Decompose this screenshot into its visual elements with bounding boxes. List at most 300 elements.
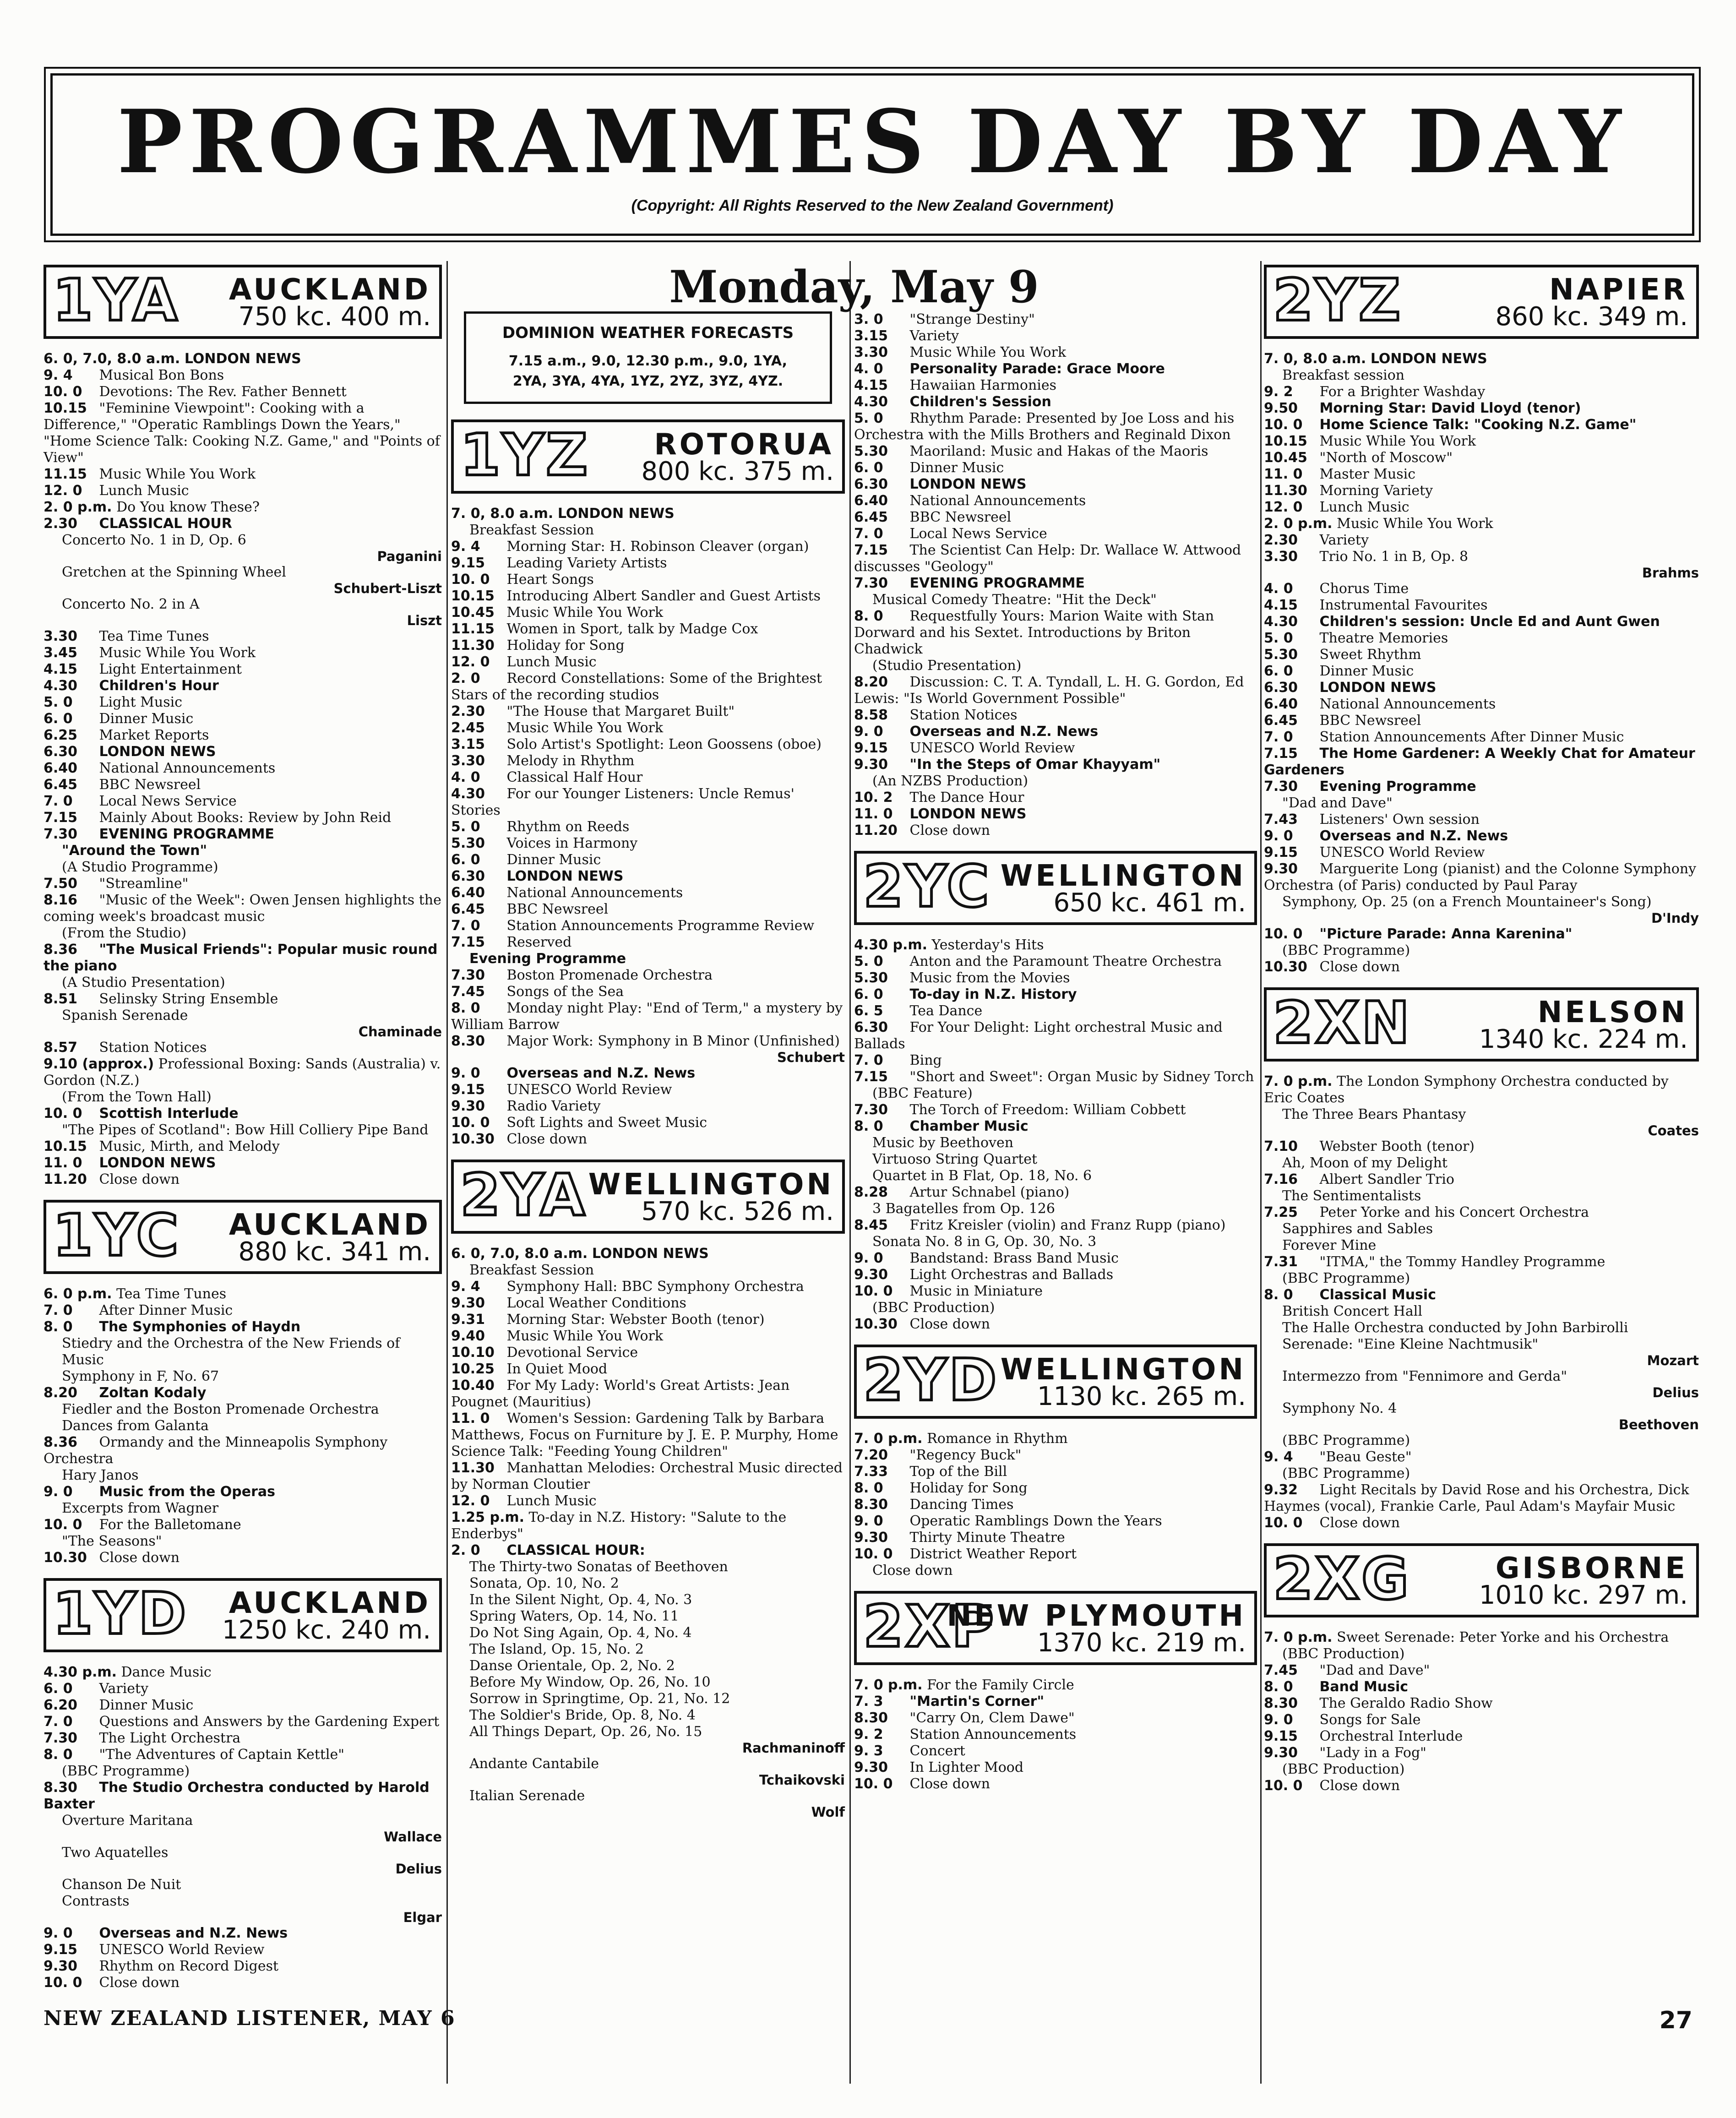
programme-title: Music While You Work [1319,433,1476,449]
programme-time: 2. 0 p.m. [1264,516,1333,532]
programme-time: 6.40 [1264,696,1298,712]
programme-entry [854,937,1257,953]
programme-title: (BBC Production) [1282,1646,1405,1662]
programme-entry [451,637,845,654]
programme-title: Symphony in F, No. 67 [62,1368,219,1384]
programme-time: 10. 0 [44,1105,82,1122]
programme-entry [1264,942,1699,959]
programme-entry [451,1707,845,1724]
programme-title: Questions and Answers by the Gardening Expert [99,1714,440,1730]
programme-title: UNESCO World Review [506,1082,672,1098]
programme-title: Trio No. 1 in B, Op. 8 [1319,549,1469,565]
programme-entry [451,1033,845,1050]
programme-entry [1264,1254,1699,1270]
composer-name: Chaminade [358,1024,442,1040]
programme-title: Spanish Serenade [62,1007,188,1024]
programme-entry [451,1115,845,1131]
programme-entry [451,1246,845,1262]
programme-time: 7. 0 [854,526,883,542]
programme-entry [1264,1336,1699,1353]
programme-title: (BBC Programme) [1282,1432,1410,1448]
programme-title: Sweet Serenade: Peter Yorke and his Orchestra [1337,1629,1669,1645]
programme-time: 5.30 [854,443,888,459]
composer-name: Mozart [1647,1353,1699,1368]
programme-entry [44,384,442,400]
station-call-sign: 2YZ [1273,267,1403,334]
station-city: NELSON [1537,996,1688,1029]
programme-time: 3.30 [1264,549,1298,565]
programme-time: 6. 0 [451,852,480,868]
programme-entry [44,1893,442,1910]
programme-time: 4.15 [854,377,888,393]
programme-time: 3.15 [451,736,485,752]
programme-entry [44,1697,442,1714]
programme-entry [854,1546,1257,1563]
programme-title: The Geraldo Radio Show [1319,1695,1493,1711]
programme-title: Holiday for Song [506,637,625,653]
programme-entry [854,1431,1257,1447]
programme-entry [451,621,845,637]
programme-time: 10. 0 [44,1517,82,1533]
programme-title: Station Notices [909,707,1018,723]
station-call-sign: 1YC [53,1202,180,1269]
station-frequency: 880 kc. 341 m. [238,1237,431,1267]
programme-title: Close down [909,1316,990,1332]
programme-title: "Regency Buck" [909,1447,1022,1463]
programme-entry [1264,1320,1699,1336]
programme-time: 10. 0 [44,384,82,400]
programme-title: Dance Music [121,1664,212,1680]
programme-title: "Dad and Dave" [1282,795,1393,811]
programme-entry [451,1559,845,1575]
programme-entry [451,1724,845,1740]
programme-title: Fiedler and the Boston Promenade Orchestra [62,1401,379,1417]
weather-title: DOMINION WEATHER FORECASTS [502,324,794,342]
programme-title: Dinner Music [99,1697,194,1713]
programme-time: 7. 0 [44,1714,73,1730]
programme-time: 9.30 [1264,1745,1298,1761]
programme-title: Spring Waters, Op. 14, No. 11 [469,1608,679,1624]
programme-entry [44,400,442,466]
programme-title: Songs for Sale [1319,1712,1421,1728]
programme-time: 9.15 [451,1082,485,1098]
programme-title: Scottish Interlude [99,1105,239,1122]
programme-entry [44,1171,442,1188]
schedule-list [1264,1073,1699,1531]
programme-entry [44,1925,442,1942]
programme-time: 9. 3 [854,1743,883,1759]
programme-time: 11.30 [1264,483,1307,499]
programme-time: 9.15 [451,555,485,571]
programme-time: 8.36 [44,942,78,958]
programme-title: Tea Time Tunes [99,628,209,644]
programme-title: Children's session: Uncle Ed and Aunt Gwen [1319,614,1660,630]
programme-time: 7.33 [854,1464,888,1480]
programme-entry [854,592,1257,608]
programme-time: 8.36 [44,1434,78,1450]
composer-name: Wallace [384,1829,442,1845]
programme-entry [451,539,845,555]
programme-time: 7. 0 p.m. [1264,1073,1333,1089]
programme-time: 6.30 [44,744,78,760]
programme-entry [451,572,845,588]
programme-title: Home Science Talk: "Cooking N.Z. Game" [1319,417,1637,433]
programme-entry [44,859,442,876]
programme-entry [854,1217,1257,1234]
programme-time: 9. 0 [854,724,883,740]
programme-entry [1264,959,1699,975]
programme-entry [44,793,442,810]
programme-title: Rhythm on Reeds [506,819,630,835]
programme-time: 5. 0 [44,694,73,710]
programme-title: Overseas and N.Z. News [1319,828,1508,844]
programme-time: 10.30 [451,1131,495,1147]
programme-entry [451,1592,845,1608]
programme-title: Variety [1319,532,1369,548]
programme-time: 10.25 [451,1361,495,1377]
station-frequency: 1370 kc. 219 m. [1037,1628,1246,1658]
programme-title: Dancing Times [909,1497,1014,1513]
copyright-notice: (Copyright: All Rights Reserved to the New Zealand Government) [631,197,1114,214]
programme-entry [1264,417,1699,433]
programme-title: Forever Mine [1282,1237,1377,1253]
programme-title: Sweet Rhythm [1319,647,1421,663]
programme-entry [44,466,442,483]
programme-entry [451,753,845,769]
programme-title: Rhythm Parade: Presented by Joe Loss and his Orchestra with the Mills Brothers and Reginald Dixon [854,410,1235,443]
programme-entry [854,986,1257,1003]
programme-time: 7.50 [44,876,78,892]
programme-title: In Quiet Mood [506,1361,608,1377]
programme-title: All Things Depart, Op. 26, No. 15 [469,1724,702,1740]
programme-entry [44,1368,442,1385]
station-city: AUCKLAND [229,1208,431,1242]
programme-entry [451,1378,845,1410]
programme-title: Evening Programme [469,951,626,967]
programme-title: BBC Newsreel [506,901,609,917]
column-rule [849,261,851,2084]
programme-title: For My Lady: World's Great Artists: Jean Pougnet (Mauritius) [451,1378,790,1410]
programme-time: 5. 0 [854,953,883,969]
programme-title: To-day in N.Z. History [909,986,1077,1002]
programme-entry [44,645,442,661]
programme-time: 8.16 [44,892,78,908]
programme-time: 7.45 [1264,1662,1298,1678]
programme-entry [1264,614,1699,630]
composer-name: Paganini [377,549,442,564]
programme-time: 8.51 [44,991,78,1007]
programme-entry [1264,1171,1699,1188]
masthead-box [50,73,1694,236]
programme-title: The Torch of Freedom: William Cobbett [909,1102,1186,1118]
programme-title: Do Not Sing Again, Op. 4, No. 4 [469,1625,692,1641]
station-call-sign: 2YC [863,853,991,920]
programme-entry [1264,1449,1699,1465]
programme-title: Zoltan Kodaly [99,1385,207,1401]
programme-time: 8. 0 [854,1480,883,1496]
programme-entry [451,1788,845,1804]
composer-name: Elgar [403,1910,442,1925]
programme-entry [44,975,442,991]
programme-entry [44,1845,442,1861]
programme-title: For Your Delight: Light orchestral Music and Ballads [854,1019,1223,1052]
programme-time: 3.30 [854,344,888,360]
programme-title: National Announcements [909,493,1086,509]
programme-title: (A Studio Programme) [62,859,218,875]
weather-forecast-box [464,311,832,404]
station-call-sign: 1YZ [460,421,590,489]
programme-time: 8.57 [44,1040,78,1056]
programme-entry [1264,828,1699,844]
programme-title: Light Orchestras and Ballads [909,1267,1114,1283]
programme-title: Songs of the Sea [506,984,624,1000]
programme-entry [854,410,1257,443]
column-1 [44,261,442,1991]
programme-time: 10. 0 [1264,1778,1303,1794]
programme-title: Music in Miniature [909,1283,1043,1299]
programme-entry [854,1563,1257,1579]
programme-entry [44,1664,442,1681]
programme-title: Quartet in B Flat, Op. 18, No. 6 [872,1168,1092,1184]
programme-entry [44,1138,442,1155]
programme-entry [451,835,845,852]
programme-title: Close down [1319,959,1400,975]
programme-title: Peter Yorke and his Concert Orchestra [1319,1204,1589,1220]
programme-title: Dinner Music [909,460,1004,476]
programme-time: 6.20 [44,1697,78,1713]
programme-title: Tea Time Tunes [116,1286,227,1302]
programme-time: 7.25 [1264,1204,1298,1220]
programme-time: 6. 0 [854,986,883,1002]
programme-time: 6.45 [854,509,888,525]
programme-title: Morning Star: H. Robinson Cleaver (organ) [506,539,809,555]
programme-entry [854,970,1257,986]
station-frequency: 800 kc. 375 m. [641,457,834,486]
programme-entry [451,1509,845,1542]
programme-entry [854,377,1257,394]
programme-title: Fritz Kreisler (violin) and Franz Rupp (piano) [909,1217,1226,1233]
programme-entry [1264,581,1699,597]
programme-title: Andante Cantabile [469,1756,599,1772]
programme-title: UNESCO World Review [909,740,1075,756]
programme-title: Maoriland: Music and Hakas of the Maoris [909,443,1208,459]
composer-name: Rachmaninoff [742,1740,845,1756]
programme-time: 9.15 [44,1942,78,1958]
programme-entry [451,1361,845,1378]
programme-time: 4.30 [854,394,888,410]
programme-title: Symphony No. 4 [1282,1400,1397,1416]
programme-entry [854,1135,1257,1151]
programme-title: Variety [99,1681,149,1697]
programme-entry [1264,1679,1699,1695]
programme-title: (BBC Programme) [1282,1465,1410,1481]
programme-title: "The Seasons" [62,1533,162,1549]
programme-title: Music by Beethoven [872,1135,1014,1151]
composer-name: Schubert-Liszt [333,581,442,596]
programme-entry [854,822,1257,839]
programme-title: UNESCO World Review [99,1942,265,1958]
programme-title: Women in Sport, talk by Madge Cox [506,621,758,637]
programme-title: "The House that Margaret Built" [506,703,735,719]
programme-entry [44,1040,442,1056]
programme-entry [1264,450,1699,466]
programme-title: Excerpts from Wagner [62,1500,219,1516]
programme-time: 10. 0 [451,1115,490,1131]
programme-title: The Scientist Can Help: Dr. Wallace W. Attwood discusses "Geology" [854,542,1241,575]
programme-title: Station Announcements After Dinner Music [1319,729,1624,745]
programme-title: Yesterday's Hits [931,937,1044,953]
programme-title: Close down [99,1171,180,1187]
programme-title: "Around the Town" [62,843,207,859]
programme-time: 10.30 [44,1550,87,1566]
programme-time: 10.40 [451,1378,495,1394]
programme-time: 9. 0 [451,1065,480,1081]
programme-title: National Announcements [506,885,683,901]
programme-entry [1264,532,1699,549]
column-2 [451,261,845,1820]
page-number: 27 [1659,2007,1692,2034]
programme-time: 8. 0 [1264,1679,1293,1695]
composer-name: Beethoven [1618,1417,1699,1432]
programme-time: 11.20 [854,822,898,838]
programme-entry [44,1286,442,1302]
programme-title: "The Adventures of Captain Kettle" [99,1747,345,1763]
programme-entry [44,628,442,645]
programme-title: Hary Janos [62,1467,139,1483]
programme-title: Operatic Ramblings Down the Years [909,1513,1162,1529]
programme-title: Close down [99,1550,180,1566]
programme-time: 7.30 [44,826,78,842]
programme-title: Tea Dance [909,1003,983,1019]
programme-title: The Island, Op. 15, No. 2 [469,1641,644,1657]
programme-time: 1.25 p.m. [451,1509,524,1525]
page-title: PROGRAMMES DAY BY DAY [117,91,1628,193]
programme-title: Do You know These? [116,499,260,515]
programme-entry [44,1500,442,1517]
programme-time: 8.30 [854,1497,888,1513]
station-frequency: 1250 kc. 240 m. [222,1615,431,1645]
programme-title: Breakfast Session [469,522,594,538]
programme-title: Lunch Music [506,1493,597,1509]
programme-entry [1264,1303,1699,1320]
programme-title: Chanson De Nuit [62,1877,181,1893]
programme-entry [451,1131,845,1148]
programme-title: Theatre Memories [1319,630,1448,646]
programme-time: 4. 0 [1264,581,1293,597]
programme-entry [44,843,442,859]
programme-title: Devotional Service [506,1345,638,1361]
programme-time: 10. 0 [1264,1515,1303,1531]
station-call-sign: 2YA [460,1161,587,1229]
publication-footer: NEW ZEALAND LISTENER, MAY 6 [44,2007,456,2030]
programme-entry [451,934,845,951]
programme-title: Music While You Work [506,604,664,621]
programme-title: For the Balletomane [99,1517,241,1533]
programme-entry [1264,367,1699,384]
programme-time: 3.30 [451,753,485,769]
programme-time: 2. 0 [451,1542,480,1558]
programme-title: Music, Mirth, and Melody [99,1138,280,1154]
programme-title: Music While You Work [99,466,256,482]
station-header-2yc [854,851,1257,925]
programme-time: 12. 0 [451,654,490,670]
programme-title: (BBC Programme) [1282,942,1410,958]
programme-title: Close down [1319,1778,1400,1794]
programme-title: "Strange Destiny" [909,311,1035,327]
programme-time: 9.30 [1264,861,1298,877]
programme-title: The London Symphony Orchestra conducted by Eric Coates [1264,1073,1669,1106]
programme-entry [1264,400,1699,417]
programme-entry [44,1763,442,1780]
programme-time: 7. 3 [854,1693,883,1710]
programme-entry [854,1480,1257,1497]
programme-time: 10.15 [44,1138,87,1154]
programme-title: Children's Session [909,394,1051,410]
programme-time: 8. 0 [854,1118,883,1134]
programme-entry [44,678,442,694]
programme-title: The Soldier's Bride, Op. 8, No. 4 [469,1707,696,1723]
programme-entry [451,1345,845,1361]
programme-title: Instrumental Favourites [1319,597,1488,613]
station-header-1yc [44,1200,442,1274]
programme-title: CLASSICAL HOUR [99,516,232,532]
programme-time: 2.30 [44,516,78,532]
station-city: WELLINGTON [1000,1353,1246,1387]
programme-time: 2.45 [451,720,485,736]
programme-entry [854,1267,1257,1283]
programme-entry [451,736,845,753]
programme-title: Solo Artist's Spotlight: Leon Goossens (oboe) [506,736,822,752]
programme-time: 10. 0 [1264,926,1303,942]
composer-name: Brahms [1642,565,1699,581]
programme-title: Overture Maritana [62,1813,193,1829]
programme-title: National Announcements [1319,696,1496,712]
programme-title: Romance in Rhythm [927,1431,1068,1447]
programme-entry [451,1575,845,1592]
programme-entry [1264,1465,1699,1482]
programme-time: 9.32 [1264,1482,1298,1498]
programme-entry [854,1710,1257,1726]
programme-entry [854,344,1257,361]
programme-entry [854,1118,1257,1135]
programme-entry [44,1401,442,1418]
programme-entry [1264,861,1699,894]
programme-title: The Thirty-two Sonatas of Beethoven [469,1559,728,1575]
programme-title: Concerto No. 1 in D, Op. 6 [62,532,246,548]
programme-entry [1264,1221,1699,1237]
programme-entry [1264,1287,1699,1303]
station-city: AUCKLAND [229,273,431,307]
programme-time: 2. 0 [451,670,480,686]
programme-title: Two Aquatelles [62,1845,169,1861]
programme-time: 6.30 [1264,680,1298,696]
programme-entry [854,1019,1257,1052]
programme-title: Overseas and N.Z. News [99,1925,288,1941]
station-city: WELLINGTON [588,1168,834,1202]
programme-entry [1264,1515,1699,1531]
programme-time: 6. 0 [44,711,73,727]
programme-title: In the Silent Night, Op. 4, No. 3 [469,1592,692,1608]
programme-time: 9. 4 [451,539,480,555]
programme-time: 4. 0 [854,361,883,377]
programme-entry [854,1677,1257,1693]
programme-entry [44,1056,442,1089]
programme-entry [451,1756,845,1772]
programme-entry [854,806,1257,822]
programme-entry [44,694,442,711]
programme-time: 11. 0 [854,806,893,822]
programme-entry [44,1517,442,1533]
